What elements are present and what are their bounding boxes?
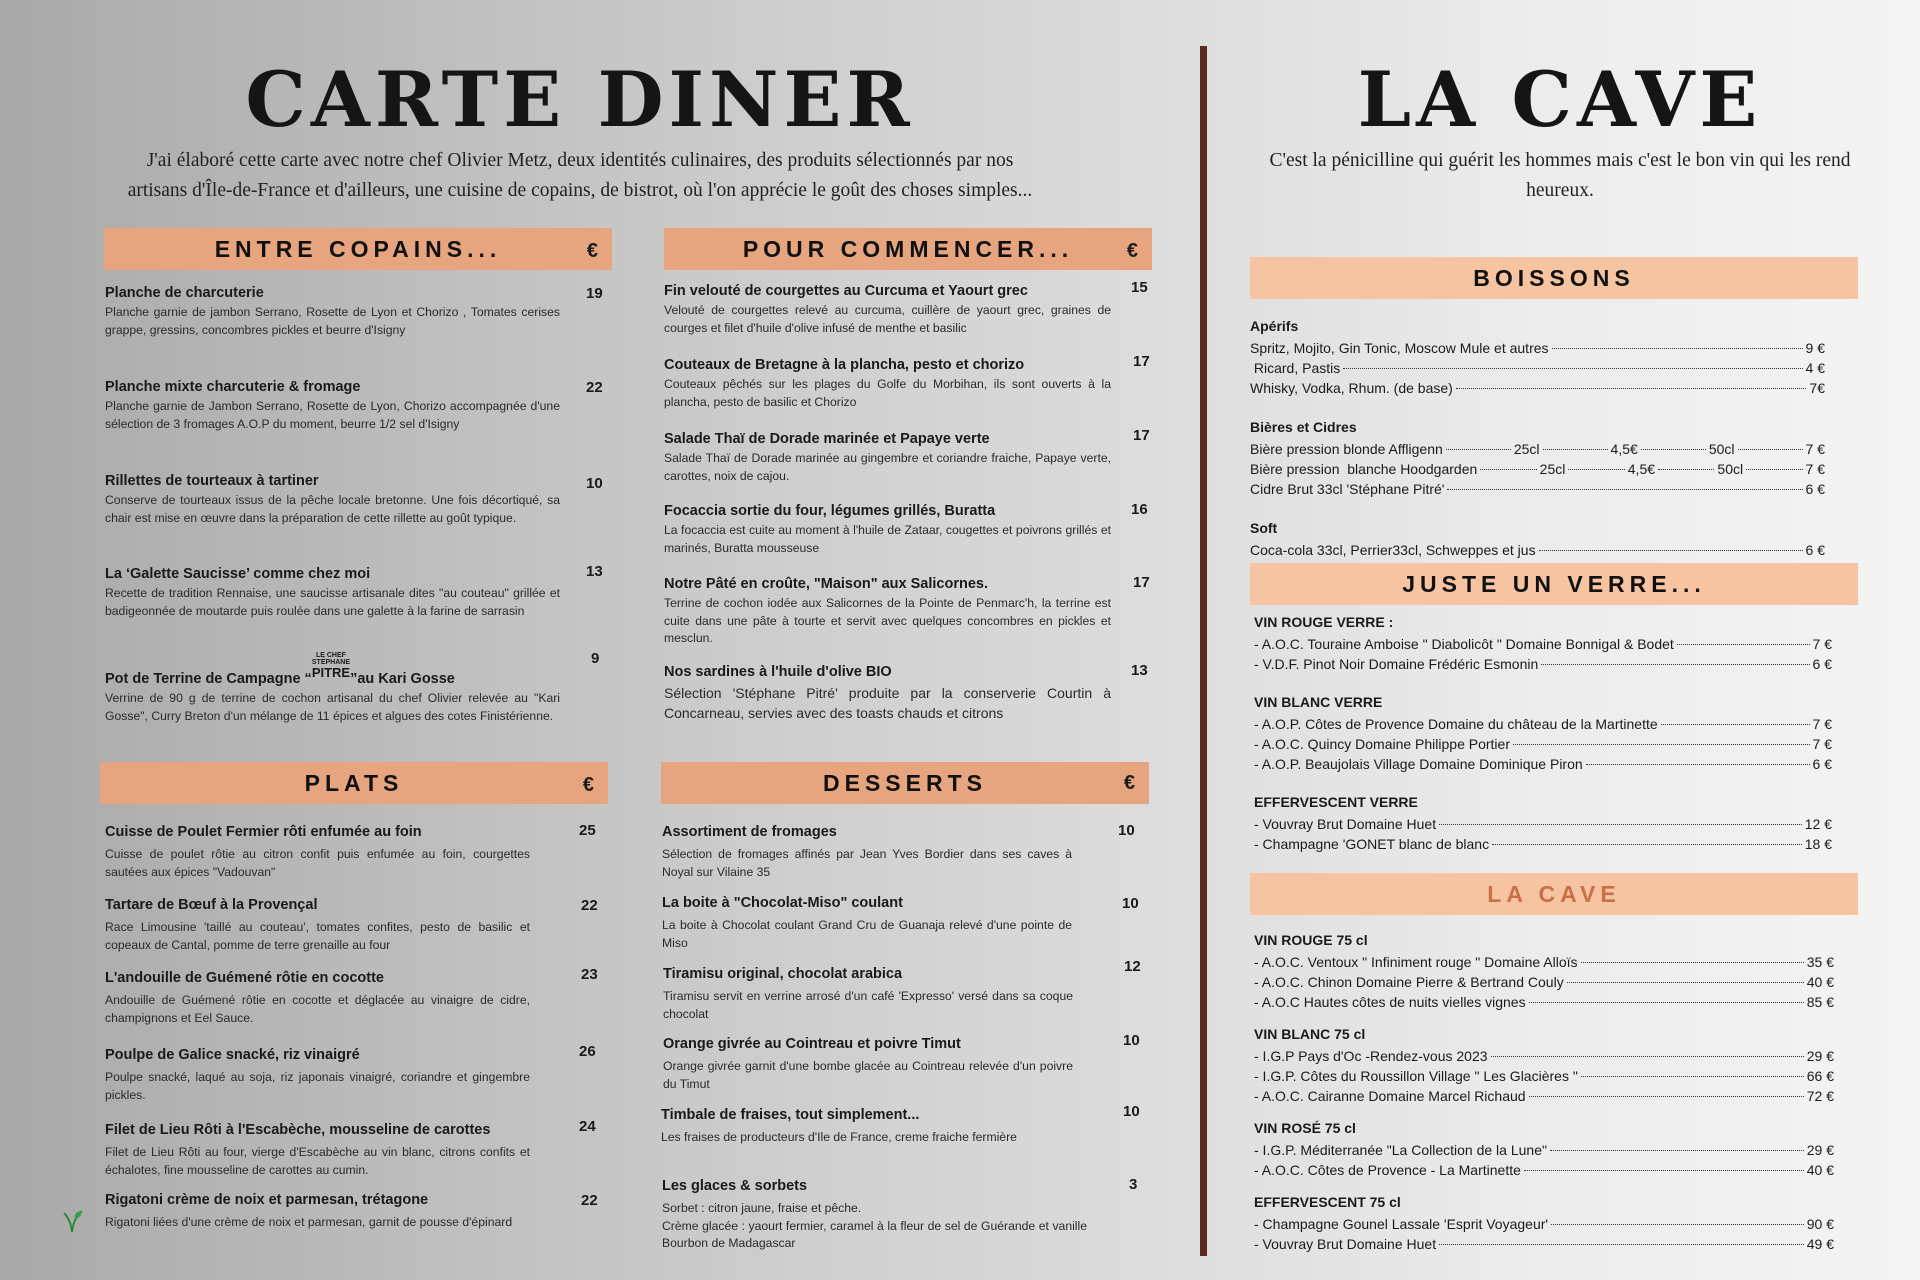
item-name: Planche de charcuterie: [105, 285, 264, 301]
chef-note-top: LE CHEF: [315, 652, 346, 659]
drink-price: 6 €: [1805, 542, 1825, 558]
wine-name: - A.O.C. Cairanne Domaine Marcel Richaud: [1254, 1088, 1526, 1104]
item-description: Andouille de Guémené rôtie en cocotte et déglacée au vinaigre de cidre, champignons et Eel Sauce.: [105, 993, 530, 1025]
item-price: 22: [581, 1192, 598, 1209]
size-small: 25cl: [1539, 461, 1566, 477]
menu-item: [662, 895, 1139, 952]
item-price: 10: [1118, 822, 1135, 839]
menu-item: [105, 1118, 596, 1179]
item-name: [105, 652, 560, 687]
leader-dots: [1446, 449, 1511, 450]
drink-name: Bière pression blonde Affligenn: [1250, 441, 1443, 457]
item-name: Salade Thaï de Dorade marinée et Papaye verte: [664, 431, 990, 447]
leader-dots: [1529, 1002, 1804, 1003]
leaf-icon: [62, 1205, 84, 1233]
wine-price: 40 €: [1806, 974, 1834, 990]
drink-name: Whisky, Vodka, Rhum. (de base): [1250, 380, 1453, 396]
wine-price: 85 €: [1806, 994, 1834, 1010]
item-name: Planche mixte charcuterie & fromage: [105, 379, 361, 395]
item-description: Salade Thaï de Dorade marinée au gingembre et coriandre fraiche, Papaye verte, carottes, noix de cajou.: [664, 451, 1111, 483]
item-name-end: ”au Kari Gosse: [350, 671, 455, 687]
item-name: Timbale de fraises, tout simplement...: [661, 1107, 920, 1123]
leader-dots: [1456, 388, 1807, 389]
wine-price: 72 €: [1806, 1088, 1834, 1104]
wine-line: [1254, 1086, 1834, 1106]
section-title: POUR COMMENCER...: [742, 235, 1074, 262]
boissons-list: [1250, 316, 1825, 560]
leader-dots: [1568, 469, 1624, 470]
group-label: Soft: [1250, 520, 1278, 536]
drink-line: [1250, 378, 1825, 398]
section-header-la-cave: [1250, 873, 1858, 915]
item-description: Sorbet : citron jaune, fraise et pêche. Crème glacée : yaourt fermier, caramel à la fleur de sel de Guérande et vanille Bourbon de Madagascar: [662, 1201, 1087, 1250]
size-large: 50cl: [1708, 441, 1735, 457]
item-price: 24: [579, 1118, 596, 1135]
item-price: 16: [1131, 501, 1148, 518]
wine-line: [1254, 1066, 1834, 1086]
item-description: Poulpe snacké, laqué au soja, riz japonais vinaigré, coriandre et gingembre pickles.: [105, 1070, 530, 1102]
drink-line: [1250, 439, 1825, 459]
menu-item: [664, 353, 1150, 411]
section-header-juste-un-verre: [1250, 563, 1858, 605]
wine-line: [1254, 1214, 1834, 1234]
la-cave-title: LA CAVE: [1357, 55, 1763, 144]
item-price: 19: [586, 285, 603, 302]
menu-item: [661, 1103, 1140, 1147]
wine-line: [1254, 972, 1834, 992]
item-name-start: Pot de Terrine de Campagne “: [105, 671, 312, 687]
wine-name: - V.D.F. Pinot Noir Domaine Frédéric Esmonin: [1254, 656, 1539, 672]
section-title: DESSERTS: [823, 769, 987, 796]
item-price: 13: [586, 563, 603, 580]
item-name: Assortiment de fromages: [662, 824, 837, 840]
group-label: VIN ROUGE VERRE :: [1254, 614, 1394, 630]
item-description: Terrine de cochon iodée aux Salicornes de la Pointe de Penmarc'h, la terrine est cuite dans une pâte à tourte et servit avec quelques concombres en pickles et mesclun.: [664, 596, 1111, 645]
wine-name: - A.O.P. Côtes de Provence Domaine du château de la Martinette: [1254, 716, 1658, 732]
leader-dots: [1551, 1224, 1804, 1225]
wine-price: 6 €: [1812, 656, 1832, 672]
menu-item: [663, 958, 1141, 1023]
item-name: Notre Pâté en croûte, "Maison" aux Salicornes.: [664, 576, 988, 592]
section-header-desserts: [661, 762, 1149, 804]
group-label: VIN BLANC 75 cl: [1254, 1026, 1366, 1042]
drink-line: [1250, 358, 1825, 378]
item-price: 26: [579, 1043, 596, 1060]
section-header-boissons: [1250, 257, 1858, 299]
wine-name: - I.G.P. Côtes du Roussillon Village " Les Glacières ": [1254, 1068, 1578, 1084]
item-description: Couteaux pêchés sur les plages du Golfe du Morbihan, ils sont ouverts à la plancha, pesto de basilic et Chorizo: [664, 377, 1111, 409]
drink-name: Ricard, Pastis: [1250, 360, 1341, 376]
item-name: Fin velouté de courgettes au Curcuma et Yaourt grec: [664, 283, 1028, 299]
wine-price: 7 €: [1812, 736, 1832, 752]
item-description: Conserve de tourteaux issus de la pêche locale bretonne. Une fois décortiqué, sa chair est mise en œuvre dans la préparation de cette rillette au goût typique.: [105, 493, 560, 525]
item-price: 12: [1124, 958, 1141, 975]
item-price: 13: [1131, 662, 1148, 679]
item-price: 10: [1123, 1103, 1140, 1120]
wine-name: - Vouvray Brut Domaine Huet: [1254, 816, 1437, 832]
section-header-pour-commencer: [664, 228, 1152, 270]
wine-price: 7 €: [1812, 716, 1832, 732]
leader-dots: [1658, 469, 1714, 470]
leader-dots: [1586, 764, 1810, 765]
menu-item: [105, 897, 598, 954]
leader-dots: [1567, 982, 1804, 983]
wine-price: 90 €: [1806, 1216, 1834, 1232]
group-label: Apérifs: [1250, 318, 1299, 334]
item-name: Nos sardines à l'huile d'olive BIO: [664, 664, 892, 680]
group-label: EFFERVESCENT 75 cl: [1254, 1194, 1401, 1210]
item-name: La ‘Galette Saucisse’ comme chez moi: [105, 566, 371, 582]
leader-dots: [1513, 744, 1810, 745]
item-price: 17: [1133, 574, 1150, 591]
item-description: La boite à Chocolat coulant Grand Cru de Guanaja relevé d'une pointe de Miso: [662, 918, 1072, 950]
drink-name: Spritz, Mojito, Gin Tonic, Moscow Mule et autres: [1250, 340, 1549, 356]
drink-price: 7€: [1809, 380, 1825, 396]
drink-name: Coca-cola 33cl, Perrier33cl, Schweppes et jus: [1250, 542, 1536, 558]
price-small: 4,5€: [1627, 461, 1656, 477]
item-description: Filet de Lieu Rôti au four, vierge d'Escabèche au vin blanc, citrons confits et échalotes, fine mousseline de carottes au cumin.: [105, 1145, 530, 1177]
cave-list: [1254, 930, 1834, 1254]
leader-dots: [1552, 348, 1803, 349]
item-price: 9: [591, 650, 600, 667]
carte-diner-intro: J'ai élaboré cette carte avec notre chef Olivier Metz, deux identités culinaires, des produits sélectionnés par nos artisans d'Île-de-France et d'ailleurs, une cuisine de copains, de bistrot, où l'on apprécie le goût des choses simples...: [127, 150, 1033, 201]
wine-line: [1254, 1234, 1834, 1254]
chef-note-mid: STÉPHANE: [311, 659, 351, 666]
item-name: Filet de Lieu Rôti à l'Escabèche, mousseline de carottes: [105, 1122, 491, 1138]
leader-dots: [1491, 1056, 1804, 1057]
item-price: 17: [1133, 353, 1150, 370]
wine-name: - I.G.P Pays d'Oc -Rendez-vous 2023: [1254, 1048, 1488, 1064]
wine-line: [1254, 1140, 1834, 1160]
item-description: Recette de tradition Rennaise, une saucisse artisanale dites "au couteau" grillée et badigeonnée de moutarde puis roulée dans une galette à la farine de sarrasin: [105, 586, 560, 618]
section-title: LA CAVE: [1487, 880, 1621, 907]
vertical-divider: [1200, 46, 1207, 1256]
item-description: Rigatoni liées d'une crème de noix et parmesan, garnit de pousse d'épinard: [105, 1215, 513, 1229]
item-name: Rigatoni crème de noix et parmesan, trétagone: [105, 1192, 429, 1208]
drink-price: 6 €: [1805, 481, 1825, 497]
la-cave-intro: C'est la pénicilline qui guérit les hommes mais c'est le bon vin qui les rend heureux.: [1269, 150, 1851, 201]
wine-price: 7 €: [1812, 636, 1832, 652]
leader-dots: [1529, 1096, 1804, 1097]
wine-line: [1254, 992, 1834, 1012]
section-header-plats: [100, 762, 608, 804]
leader-dots: [1524, 1170, 1804, 1171]
item-description: Orange givrée garnit d'une bombe glacée au Cointreau relevée d'un poivre du Timut: [663, 1059, 1073, 1091]
verre-list: [1254, 612, 1832, 854]
item-name: Tartare de Bœuf à la Provençal: [105, 897, 318, 913]
wine-price: 40 €: [1806, 1162, 1834, 1178]
item-price: 17: [1133, 427, 1150, 444]
menu-item: [105, 563, 603, 620]
wine-price: 18 €: [1804, 836, 1832, 852]
wine-name: - A.O.C. Touraine Amboise " Diabolicôt " Domaine Bonnigal & Bodet: [1254, 636, 1674, 652]
drink-price: 9 €: [1805, 340, 1825, 356]
leader-dots: [1581, 1076, 1804, 1077]
leader-dots: [1641, 449, 1706, 450]
wine-price: 6 €: [1812, 756, 1832, 772]
leader-dots: [1581, 962, 1804, 963]
drink-line: [1250, 540, 1825, 560]
menu-item: [664, 662, 1148, 723]
wine-line: [1254, 654, 1832, 674]
group-label: VIN ROSÉ 75 cl: [1254, 1120, 1356, 1136]
wine-price: 66 €: [1806, 1068, 1834, 1084]
menu-item: [664, 574, 1150, 648]
drink-price: 7 €: [1805, 441, 1825, 457]
item-price: 22: [586, 379, 603, 396]
item-price: 23: [581, 966, 598, 983]
leader-dots: [1447, 489, 1802, 490]
leader-dots: [1738, 449, 1803, 450]
leader-dots: [1480, 469, 1536, 470]
menu-item: [664, 279, 1148, 337]
wine-line: [1254, 754, 1832, 774]
item-description: Sélection de fromages affinés par Jean Yves Bordier dans ses caves à Noyal sur Vilaine 35: [662, 847, 1072, 879]
menu-item: [105, 1192, 598, 1232]
menu-item: [662, 1176, 1138, 1253]
wine-name: - A.O.C. Côtes de Provence - La Martinette: [1254, 1162, 1521, 1178]
euro-label: €: [1126, 240, 1138, 262]
leader-dots: [1550, 1150, 1804, 1151]
item-price: 10: [1122, 895, 1139, 912]
chef-note-bottom: PITRE: [311, 665, 351, 680]
drink-price: 7 €: [1805, 461, 1825, 477]
item-name: L'andouille de Guémené rôtie en cocotte: [105, 970, 384, 986]
item-name: Tiramisu original, chocolat arabica: [663, 966, 903, 982]
wine-line: [1254, 734, 1832, 754]
menu-item: [105, 650, 600, 725]
drink-line: [1250, 338, 1825, 358]
wine-line: [1254, 814, 1832, 834]
euro-label: €: [1123, 772, 1135, 794]
menu-item: [663, 1032, 1140, 1093]
section-title: PLATS: [304, 769, 404, 796]
menu-item: [105, 285, 603, 339]
item-name: Orange givrée au Cointreau et poivre Timut: [663, 1036, 961, 1052]
wine-line: [1254, 952, 1834, 972]
wine-name: - A.O.P. Beaujolais Village Domaine Dominique Piron: [1254, 756, 1583, 772]
item-description: La focaccia est cuite au moment à l'huile de Zataar, cougettes et poivrons grillés et marinés, Buratta mousseuse: [664, 523, 1111, 555]
section-title: BOISSONS: [1473, 264, 1635, 291]
leader-dots: [1439, 824, 1802, 825]
item-description: Velouté de courgettes relevé au curcuma, cuillère de yaourt grec, graines de courges et filet d'huile d'olive infusé de menthe et basilic: [664, 303, 1111, 335]
price-small: 4,5€: [1610, 441, 1638, 457]
wine-line: [1254, 634, 1832, 654]
item-name: La boite à "Chocolat-Miso" coulant: [662, 895, 903, 911]
leader-dots: [1539, 550, 1803, 551]
wine-line: [1254, 834, 1832, 854]
menu-item: [662, 822, 1135, 881]
leader-dots: [1492, 844, 1802, 845]
item-name: Focaccia sortie du four, légumes grillés, Buratta: [664, 503, 996, 519]
wine-price: 29 €: [1806, 1048, 1834, 1064]
menu-item: [664, 501, 1148, 557]
item-description: Verrine de 90 g de terrine de cochon artisanal du chef Olivier relevée au "Kari Gosse", Curry Breton d'un mélange de 11 épices et algues des cotes Finistérienne.: [105, 691, 560, 723]
item-price: 25: [579, 822, 596, 839]
chef-signature: [312, 652, 350, 679]
leader-dots: [1661, 724, 1810, 725]
menu-item: [105, 822, 596, 881]
drink-price: 4 €: [1805, 360, 1825, 376]
item-description: Cuisse de poulet rôtie au citron confit puis enfumée au foin, courgettes sautées aux épices "Vadouvan": [105, 847, 530, 879]
item-description: Tiramisu servit en verrine arrosé d'un café 'Expresso' versé dans sa coque chocolat: [663, 989, 1073, 1021]
drink-name: Bière pression blanche Hoodgarden: [1250, 461, 1478, 477]
wine-name: - A.O.C. Ventoux " Infiniment rouge " Domaine Alloïs: [1254, 954, 1578, 970]
item-price: 10: [1123, 1032, 1140, 1049]
item-name: Rillettes de tourteaux à tartiner: [105, 473, 319, 489]
wine-price: 35 €: [1806, 954, 1834, 970]
wine-name: - A.O.C. Quincy Domaine Philippe Portier: [1254, 736, 1510, 752]
wine-line: [1254, 1046, 1834, 1066]
size-large: 50cl: [1717, 461, 1744, 477]
item-price: 10: [586, 475, 603, 492]
item-name: Les glaces & sorbets: [662, 1178, 808, 1194]
section-header-entre-copains: [104, 228, 612, 270]
item-name: Cuisse de Poulet Fermier rôti enfumée au foin: [105, 824, 422, 840]
section-title: JUSTE UN VERRE...: [1402, 570, 1706, 597]
item-description: Planche garnie de jambon Serrano, Rosette de Lyon et Chorizo , Tomates cerises grappe, gressins, concombres pickles et beurre d'Isigny: [105, 305, 560, 337]
leader-dots: [1677, 644, 1810, 645]
wine-price: 12 €: [1804, 816, 1832, 832]
leader-dots: [1543, 449, 1608, 450]
section-title: ENTRE COPAINS...: [214, 235, 502, 262]
wine-price: 29 €: [1806, 1142, 1834, 1158]
item-description: Race Limousine 'taillé au couteau', tomates confites, pesto de basilic et copeaux de Cantal, pomme de terre grenaille au four: [105, 920, 530, 952]
group-label: VIN ROUGE 75 cl: [1254, 932, 1368, 948]
menu-item: [105, 1043, 596, 1104]
group-label: VIN BLANC VERRE: [1254, 694, 1383, 710]
drink-name: Cidre Brut 33cl 'Stéphane Pitré': [1250, 481, 1445, 497]
item-price: 3: [1129, 1176, 1138, 1193]
item-price: 15: [1131, 279, 1148, 296]
wine-name: - Vouvray Brut Domaine Huet: [1254, 1236, 1437, 1252]
wine-name: - Champagne Gounel Lassale 'Esprit Voyageur': [1254, 1216, 1549, 1232]
item-price: 22: [581, 897, 598, 914]
group-label: EFFERVESCENT VERRE: [1254, 794, 1418, 810]
group-label: Bières et Cidres: [1250, 419, 1357, 435]
size-small: 25cl: [1513, 441, 1540, 457]
wine-name: - I.G.P. Méditerranée "La Collection de la Lune": [1254, 1142, 1547, 1158]
menu-item: [105, 966, 598, 1027]
item-name: Poulpe de Galice snacké, riz vinaigré: [105, 1047, 360, 1063]
item-description: Les fraises de producteurs d'Ile de France, creme fraiche fermière: [661, 1130, 1017, 1144]
carte-diner-title: CARTE DINER: [245, 55, 915, 144]
item-description: Sélection 'Stéphane Pitré' produite par la conserverie Courtin à Concarneau, servies avec des toasts chauds et citrons: [664, 685, 1111, 721]
wine-line: [1254, 1160, 1834, 1180]
leader-dots: [1439, 1244, 1804, 1245]
drink-line: [1250, 459, 1825, 479]
wine-name: - A.O.C Hautes côtes de nuits vielles vignes: [1254, 994, 1526, 1010]
leader-dots: [1541, 664, 1809, 665]
menu-item: [105, 473, 603, 527]
wine-name: - Champagne 'GONET blanc de blanc: [1254, 836, 1490, 852]
euro-label: €: [586, 240, 598, 262]
menu-item: [105, 379, 603, 433]
euro-label: €: [582, 774, 594, 796]
wine-name: - A.O.C. Chinon Domaine Pierre & Bertrand Couly: [1254, 974, 1564, 990]
item-description: Planche garnie de Jambon Serrano, Rosette de Lyon, Chorizo accompagnée d'une sélection de 3 fromages A.O.P du moment, beurre 1/2 sel d'Isigny: [105, 399, 560, 431]
wine-price: 49 €: [1806, 1236, 1834, 1252]
item-name: Couteaux de Bretagne à la plancha, pesto et chorizo: [664, 357, 1025, 373]
leader-dots: [1343, 368, 1802, 369]
leader-dots: [1746, 469, 1802, 470]
drink-line: [1250, 479, 1825, 499]
menu-item: [664, 427, 1150, 485]
wine-line: [1254, 714, 1832, 734]
